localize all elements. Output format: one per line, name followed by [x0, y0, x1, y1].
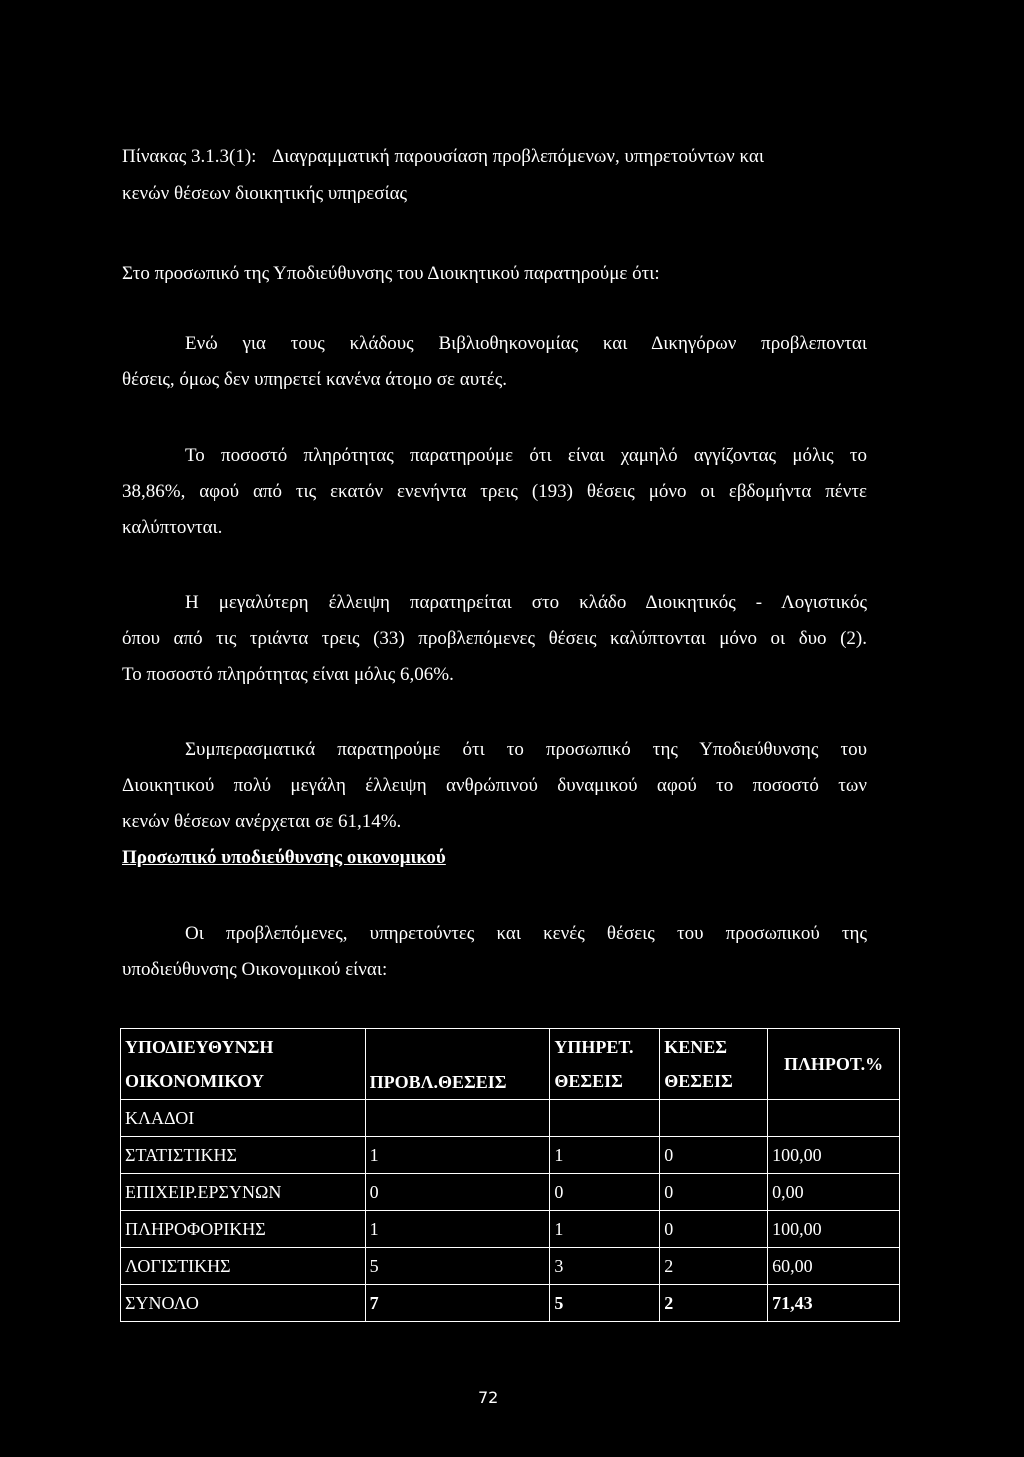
paragraph2-line1: Το ποσοστό πληρότητας παρατηρούμε ότι είναι χαμηλό αγγίζοντας μόλις το: [185, 445, 867, 466]
header-serving-line1: ΥΠΗΡΕΤ.: [554, 1037, 634, 1057]
total-provisioned: 7: [365, 1285, 550, 1322]
header-vacant-line2: ΘΕΣΕΙΣ: [664, 1071, 733, 1091]
header-department-line1: ΥΠΟΔΙΕΥΘΥΝΣΗ: [125, 1037, 274, 1057]
row-serving: 0: [550, 1174, 660, 1211]
row-vacant: 0: [660, 1174, 768, 1211]
table-row: [121, 1174, 900, 1211]
paragraph1-line1: Ενώ για τους κλάδους Βιβλιοθηκονομίας και Δικηγόρων προβλεπονται: [185, 333, 867, 354]
row-vacant: 2: [660, 1248, 768, 1285]
table-row: [121, 1248, 900, 1285]
row-provisioned: 0: [365, 1174, 550, 1211]
row-name: ΕΠΙΧΕΙΡ.ΕΡΣΥΝΩΝ: [121, 1174, 366, 1211]
total-fill-rate: 71,43: [768, 1285, 900, 1322]
table-header-row: [121, 1029, 900, 1100]
header-serving-line2: ΘΕΣΕΙΣ: [554, 1071, 623, 1091]
row-fill-rate: 100,00: [768, 1137, 900, 1174]
table-subheader-row: [121, 1100, 900, 1137]
paragraph4-line3: κενών θέσεων ανέρχεται σε 61,14%.: [122, 811, 402, 832]
header-cell-fill-rate: ΠΛΗΡΟΤ.%: [768, 1029, 900, 1100]
staff-table: [120, 1028, 900, 1322]
header-department-line2: ΟΙΚΟΝΟΜΙΚΟΥ: [125, 1071, 264, 1091]
paragraph1-line2: θέσεις, όμως δεν υπηρετεί κανένα άτομο σε αυτές.: [122, 369, 508, 390]
paragraph4-line2: Διοικητικού πολύ μεγάλη έλλειψη ανθρώπινού δυναμικού αφού το ποσοστό των: [122, 775, 867, 796]
row-name: ΛΟΓΙΣΤΙΚΗΣ: [121, 1248, 366, 1285]
total-serving: 5: [550, 1285, 660, 1322]
caption-label: Πίνακας 3.1.3(1):: [122, 146, 257, 167]
row-serving: 1: [550, 1211, 660, 1248]
paragraph2-line3: καλύπτονται.: [122, 517, 223, 538]
page-number: 72: [478, 1388, 499, 1407]
subheader-branches: ΚΛΑΔΟΙ: [121, 1100, 366, 1137]
row-provisioned: 5: [365, 1248, 550, 1285]
row-vacant: 0: [660, 1211, 768, 1248]
row-name: ΠΛΗΡΟΦΟΡΙΚΗΣ: [121, 1211, 366, 1248]
table-row: [121, 1137, 900, 1174]
paragraph4-line1: Συμπερασματικά παρατηρούμε ότι το προσωπικό της Υποδιεύθυνσης του: [185, 739, 867, 760]
row-fill-rate: 0,00: [768, 1174, 900, 1211]
total-vacant: 2: [660, 1285, 768, 1322]
total-name: ΣΥΝΟΛΟ: [121, 1285, 366, 1322]
row-serving: 1: [550, 1137, 660, 1174]
table-caption: [122, 145, 764, 169]
table-row: [121, 1211, 900, 1248]
row-name: ΣΤΑΤΙΣΤΙΚΗΣ: [121, 1137, 366, 1174]
row-provisioned: 1: [365, 1137, 550, 1174]
subheader-empty: [550, 1100, 660, 1137]
row-serving: 3: [550, 1248, 660, 1285]
paragraph3-line2: όπου από τις τριάντα τρεις (33) προβλεπόμενες θέσεις καλύπτονται μόνο οι δυο (2).: [122, 628, 867, 649]
header-cell-provisioned: ΠΡΟΒΛ.ΘΕΣΕΙΣ: [365, 1029, 550, 1100]
subheader-empty: [365, 1100, 550, 1137]
paragraph3-line1: Η μεγαλύτερη έλλειψη παρατηρείται στο κλάδο Διοικητικός - Λογιστικός: [185, 592, 867, 613]
header-cell-serving: [550, 1029, 660, 1100]
table-total-row: [121, 1285, 900, 1322]
section-heading: Προσωπικό υποδιεύθυνσης οικονομικού: [122, 847, 446, 868]
header-cell-vacant: [660, 1029, 768, 1100]
caption-text-line1: Διαγραμματική παρουσίαση προβλεπόμενων, υπηρετούντων και: [272, 146, 764, 167]
paragraph5-line2: υποδιεύθυνσης Οικονομικού είναι:: [122, 959, 388, 980]
row-vacant: 0: [660, 1137, 768, 1174]
header-cell-department: [121, 1029, 366, 1100]
subheader-empty: [768, 1100, 900, 1137]
row-fill-rate: 100,00: [768, 1211, 900, 1248]
row-provisioned: 1: [365, 1211, 550, 1248]
subheader-empty: [660, 1100, 768, 1137]
intro-text: Στο προσωπικό της Υποδιεύθυνσης του Διοικητικού παρατηρούμε ότι:: [122, 263, 660, 284]
paragraph3-line3: Το ποσοστό πληρότητας είναι μόλις 6,06%.: [122, 664, 454, 685]
header-vacant-line1: ΚΕΝΕΣ: [664, 1037, 728, 1057]
row-fill-rate: 60,00: [768, 1248, 900, 1285]
paragraph5-line1: Οι προβλεπόμενες, υπηρετούντες και κενές θέσεις του προσωπικού της: [185, 923, 867, 944]
paragraph2-line2: 38,86%, αφού από τις εκατόν ενενήντα τρεις (193) θέσεις μόνο οι εβδομήντα πέντε: [122, 481, 867, 502]
caption-text-line2: κενών θέσεων διοικητικής υπηρεσίας: [122, 183, 408, 204]
